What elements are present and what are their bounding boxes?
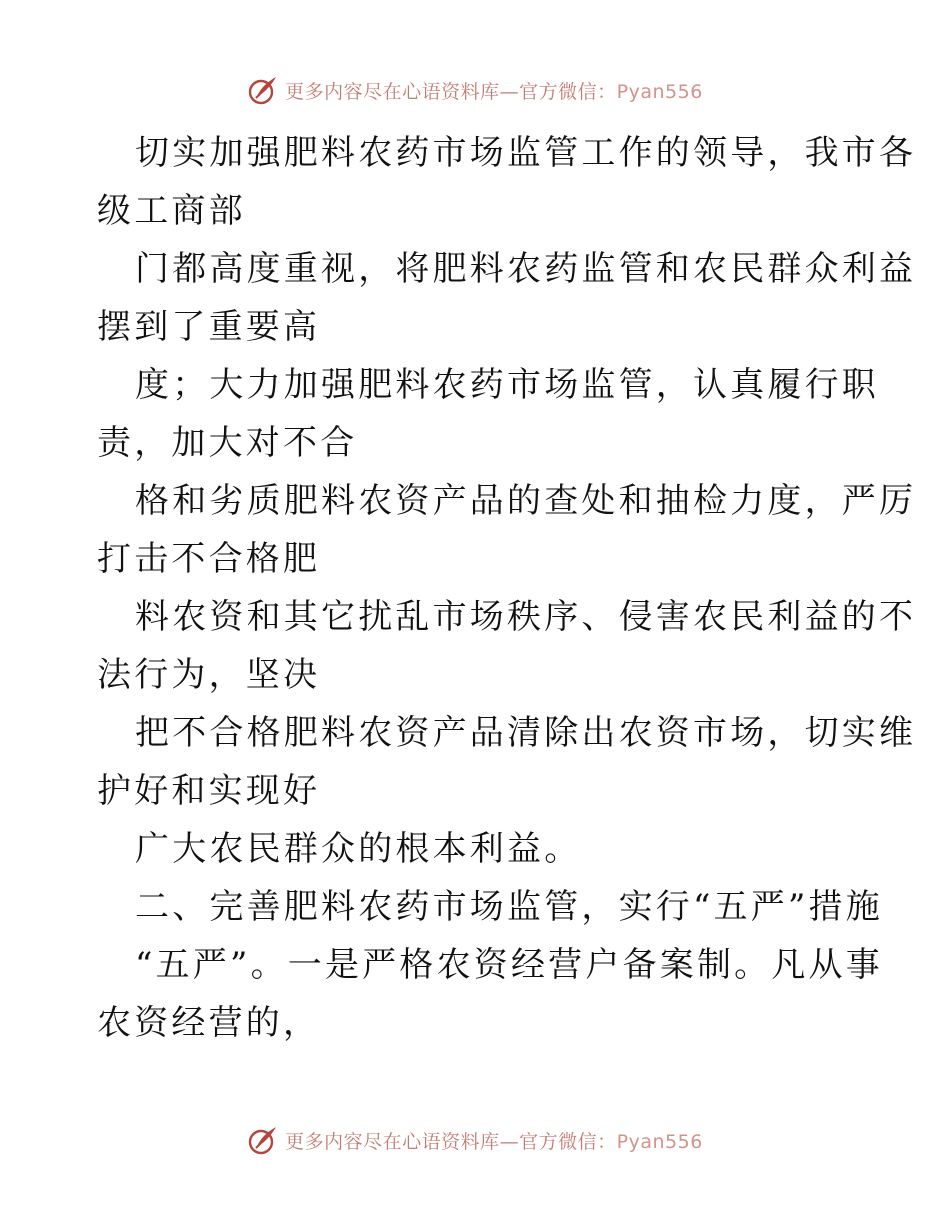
header-banner: [0, 70, 950, 110]
text-line: 度；大力加强肥料农药市场监管，认真履行职: [135, 365, 879, 405]
text-line: 打击不合格肥: [97, 539, 321, 579]
banner-text: [285, 77, 703, 104]
footer-banner: [0, 1120, 950, 1160]
text-line: 法行为，坚决: [97, 655, 321, 695]
banner-message: 更多内容尽在心语资料库—官方微信：: [285, 1130, 617, 1153]
banner-text: [285, 1127, 703, 1154]
quill-pen-logo-icon: [247, 74, 279, 106]
text-line: 广大农民群众的根本利益。: [135, 829, 582, 869]
text-line: 二、完善肥料农药市场监管，实行“五严”措施: [135, 887, 883, 927]
text-line: 料农资和其它扰乱市场秩序、侵害农民利益的不: [135, 597, 917, 637]
text-line: 摆到了重要高: [97, 307, 321, 347]
quill-pen-logo-icon: [247, 1124, 279, 1156]
text-line: 把不合格肥料农资产品清除出农资市场，切实维: [135, 713, 917, 753]
text-line: 级工商部: [97, 191, 246, 231]
text-line: 责，加大对不合: [97, 423, 358, 463]
text-line: “五严”。一是严格农资经营户备案制。凡从事: [135, 945, 883, 985]
text-line: 切实加强肥料农药市场监管工作的领导，我市各: [135, 133, 917, 173]
banner-message: 更多内容尽在心语资料库—官方微信：: [285, 80, 617, 103]
text-line: 农资经营的，: [97, 1003, 321, 1043]
text-line: 护好和实现好: [97, 771, 321, 811]
banner-wechat-id: Pyan556: [616, 1130, 703, 1153]
text-line: 格和劣质肥料农资产品的查处和抽检力度，严厉: [135, 481, 917, 521]
text-line: 门都高度重视，将肥料农药监管和农民群众利益: [135, 249, 917, 289]
document-body: [97, 124, 917, 1052]
banner-wechat-id: Pyan556: [616, 80, 703, 103]
